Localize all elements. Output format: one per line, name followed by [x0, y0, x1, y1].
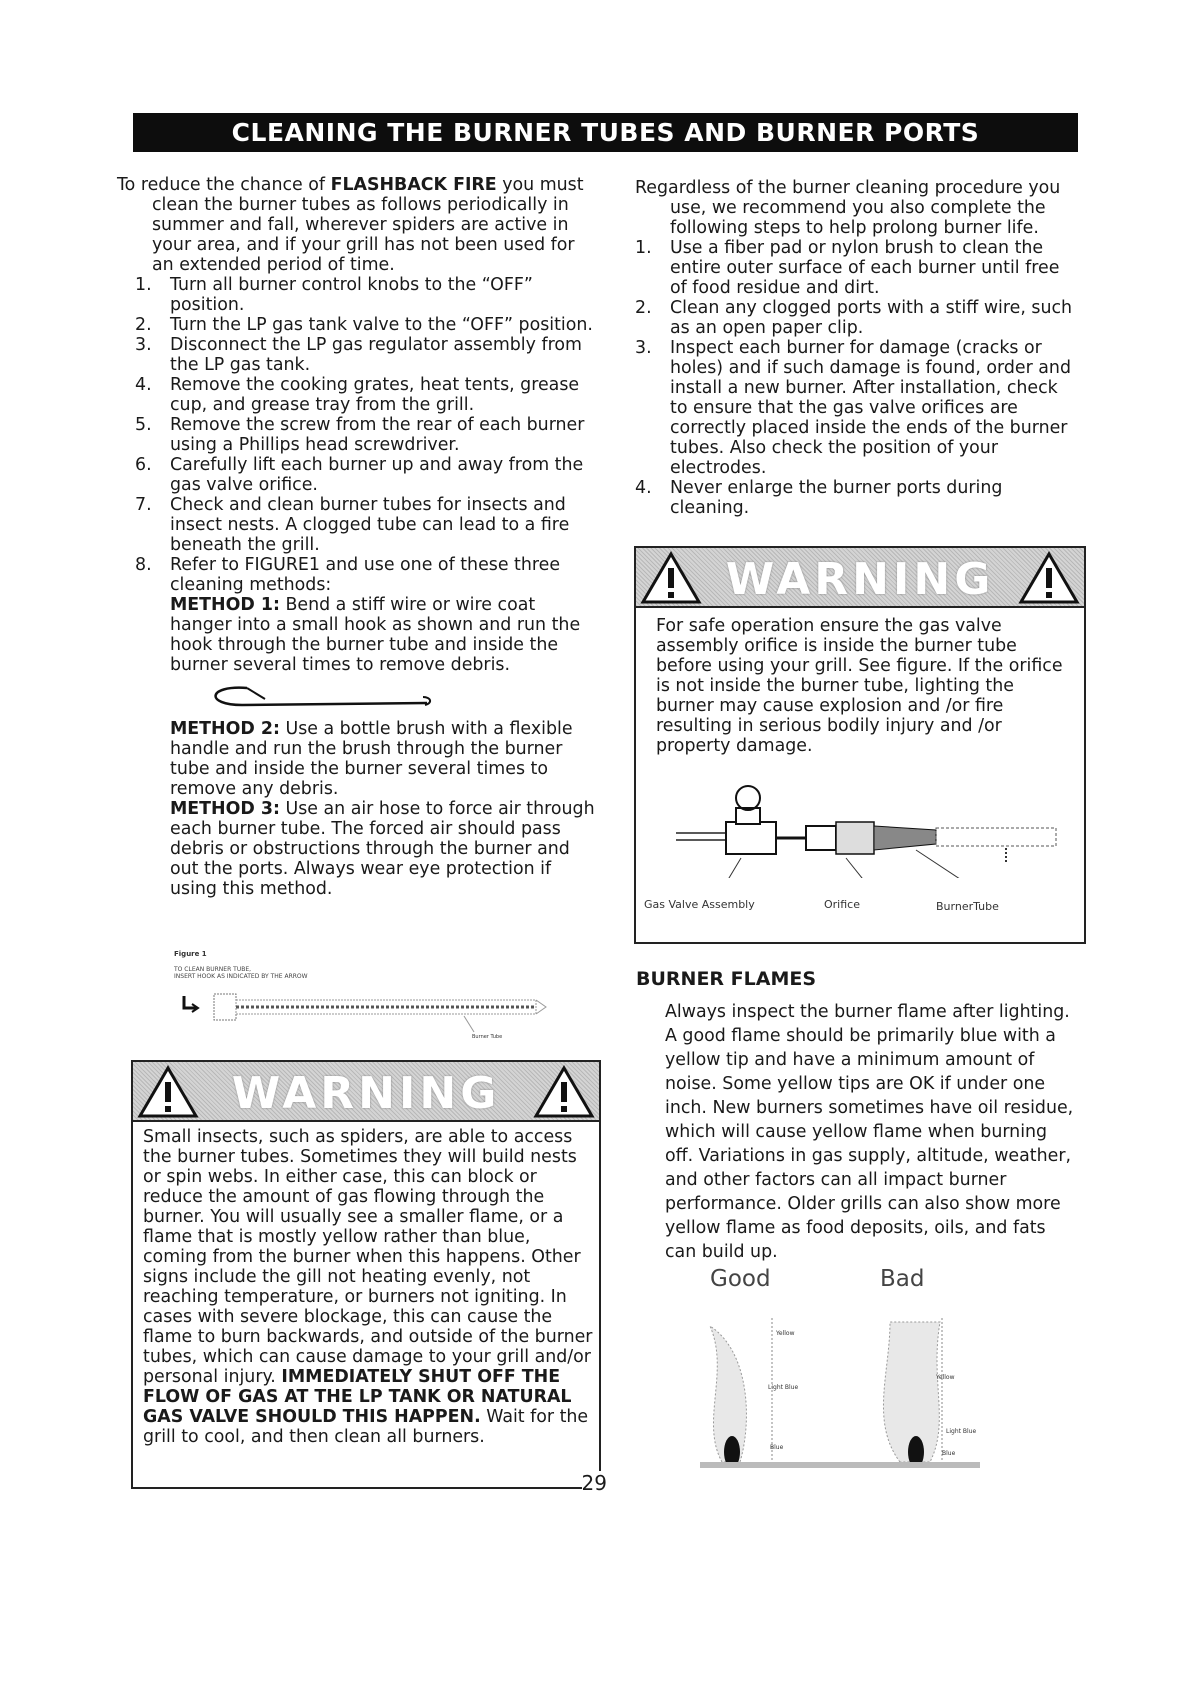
figure-caption-line: TO CLEAN BURNER TUBE,: [174, 966, 252, 973]
step-text: Clean any clogged ports with a stiff wire, such as an open paper clip.: [670, 298, 1073, 338]
bad-yellow-label: Yellow: [936, 1374, 955, 1381]
step-text: Never enlarge the burner ports during cleaning.: [670, 478, 1003, 518]
step-number: 3.: [635, 338, 652, 358]
figure-caption: [174, 966, 574, 980]
step-text: Turn all burner control knobs to the “OFF” position.: [170, 275, 533, 315]
warning-title: WARNING: [231, 1068, 501, 1119]
wire-hook-icon: [187, 675, 447, 715]
bad-blue-label: Blue: [942, 1450, 956, 1457]
prolong-life-steps-list: [635, 238, 1080, 518]
step-number: 1.: [135, 275, 152, 295]
good-lightblue-label: Light Blue: [768, 1384, 799, 1391]
intro-text-cont: you must clean the burner tubes as follows periodically in summer and fall, wherever spiders are active in your area, and if your grill has not been used for an extended period of time.: [152, 175, 584, 275]
list-item: [117, 375, 595, 415]
intro-paragraph: [117, 175, 595, 275]
burner-tube-label: Burner Tube: [472, 1034, 503, 1040]
intro-text: To reduce the chance of: [117, 175, 331, 195]
list-item: [117, 495, 595, 555]
step-text: Remove the screw from the rear of each burner using a Phillips head screwdriver.: [170, 415, 585, 455]
step-number: 2.: [135, 315, 152, 335]
list-item: [117, 415, 595, 455]
step-number: 1.: [635, 238, 652, 258]
warning-text-cont: Wait for the grill to cool, and then clean all burners.: [143, 1407, 589, 1447]
figure-1: [174, 950, 574, 1048]
page-title: CLEANING THE BURNER TUBES AND BURNER PORTS: [133, 113, 1078, 152]
warning-header: [636, 548, 1084, 608]
burner-tube-figure: [174, 988, 574, 1048]
page-number: 29: [581, 1471, 607, 1495]
list-item: [117, 555, 595, 595]
step-text: Use a fiber pad or nylon brush to clean the entire outer surface of each burner until free of food residue and dirt.: [670, 238, 1060, 298]
burner-flames-heading: BURNER FLAMES: [636, 968, 817, 990]
step-number: 4.: [635, 478, 652, 498]
step-text: Check and clean burner tubes for insects and insect nests. A clogged tube can lead to a fire beneath the grill.: [170, 495, 570, 555]
burner-tube-label: BurnerTube: [936, 900, 999, 913]
list-item: [117, 275, 595, 315]
method-label: METHOD 1:: [170, 595, 280, 615]
right-intro: Regardless of the burner cleaning procedure you use, we recommend you also complete the following steps to help prolong burner life.: [635, 178, 1061, 238]
method-label: METHOD 3:: [170, 799, 280, 819]
bad-lightblue-label: Light Blue: [946, 1428, 977, 1435]
bad-label: Bad: [880, 1266, 925, 1292]
step-number: 3.: [135, 335, 152, 355]
flame-comparison-diagram: [700, 1312, 1000, 1472]
list-item: [635, 238, 1080, 298]
step-number: 2.: [635, 298, 652, 318]
step-number: 6.: [135, 455, 152, 475]
list-item: [117, 335, 595, 375]
method-1: [117, 595, 595, 675]
step-text: Turn the LP gas tank valve to the “OFF” position.: [170, 315, 593, 335]
burner-ports-row-icon: [700, 1462, 980, 1468]
gas-valve-diagram: [646, 778, 1066, 878]
warning-triangle-icon: [533, 1065, 595, 1119]
warning-body: For safe operation ensure the gas valve assembly orifice is inside the burner tube before using your grill. See figure. If the orifice is not inside the burner tube, lighting the burner may cause explosion and /or fire resulting in serious bodily injury and /or property damage.: [656, 616, 1063, 756]
good-yellow-label: Yellow: [776, 1330, 795, 1337]
list-item: [635, 298, 1080, 338]
step-text: Inspect each burner for damage (cracks or holes) and if such damage is found, order and install a new burner. After installation, check to ensure that the gas valve orifices are correctly placed inside the ends of the burner tubes. Also check the position of your electrodes.: [670, 338, 1071, 478]
warning-box-orifice: [634, 546, 1086, 944]
good-label: Good: [710, 1266, 771, 1292]
list-item: [117, 455, 595, 495]
warning-triangle-icon: [1018, 551, 1080, 605]
list-item: [117, 315, 595, 335]
method-label: METHOD 2:: [170, 719, 280, 739]
flashback-fire-text: FLASHBACK FIRE: [330, 175, 497, 195]
warning-body: [133, 1122, 599, 1447]
warning-bold-text: IMMEDIATELY SHUT OFF THE FLOW OF GAS AT THE LP TANK OR NATURAL GAS VALVE SHOULD THIS HAPPEN.: [143, 1367, 572, 1427]
gas-valve-label: Gas Valve Assembly: [644, 898, 755, 911]
warning-header: [133, 1062, 599, 1122]
good-blue-label: Blue: [770, 1444, 784, 1451]
warning-text: Small insects, such as spiders, are able to access the burner tubes. Sometimes they will build nests or spin webs. In either case, this can block or reduce the amount of gas flowing through the burner. You will usually see a smaller flame, or a flame that is mostly yellow rather than blue, coming from the burner when this happens. Other signs include the gill not heating evenly, not reaching temperature, or burners not igniting. In cases with severe blockage, this can cause the flame to burn backwards, and outside of the burner tubes, which can cause damage to your grill and/or personal injury.: [143, 1127, 593, 1387]
method-2: [117, 719, 595, 799]
warning-title: WARNING: [725, 554, 995, 605]
step-number: 7.: [135, 495, 152, 515]
list-item: [635, 338, 1080, 478]
hook-illustration: [117, 675, 595, 719]
method-text: Bend a stiff wire or wire coat hanger into a small hook as shown and run the hook through the burner tube and inside the burner several times to remove debris.: [170, 595, 581, 675]
step-text: Refer to FIGURE1 and use one of these three cleaning methods:: [170, 555, 561, 595]
burner-flames-text: Always inspect the burner flame after lighting. A good flame should be primarily blue with a yellow tip and have a minimum amount of noise. Some yellow tips are OK if under one inch. New burners sometimes have oil residue, which will cause yellow flame when burning off. Variations in gas supply, altitude, weather, and other factors can all impact burner performance. Older grills can also show more yellow flame as food deposits, oils, and fats can build up.: [665, 1002, 1074, 1262]
step-number: 4.: [135, 375, 152, 395]
step-text: Disconnect the LP gas regulator assembly from the LP gas tank.: [170, 335, 582, 375]
step-number: 8.: [135, 555, 152, 575]
method-text: Use an air hose to force air through each burner tube. The forced air should pass debris or obstructions through the burner and out the ports. Always wear eye protection if using this method.: [170, 799, 595, 899]
step-text: Remove the cooking grates, heat tents, grease cup, and grease tray from the grill.: [170, 375, 580, 415]
cleaning-steps-list: [117, 275, 595, 595]
figure-caption-line: INSERT HOOK AS INDICATED BY THE ARROW: [174, 973, 308, 980]
left-column: [117, 175, 595, 899]
step-text: Carefully lift each burner up and away from the gas valve orifice.: [170, 455, 584, 495]
right-column: [635, 178, 1080, 518]
warning-box-insects: [131, 1060, 607, 1495]
method-text: Use a bottle brush with a flexible handle and run the brush through the burner tube and inside the burner several times to remove any debris.: [170, 719, 573, 799]
step-number: 5.: [135, 415, 152, 435]
method-3: [117, 799, 595, 899]
list-item: [635, 478, 1080, 518]
orifice-label: Orifice: [824, 898, 860, 911]
figure-label: Figure 1: [174, 950, 207, 958]
